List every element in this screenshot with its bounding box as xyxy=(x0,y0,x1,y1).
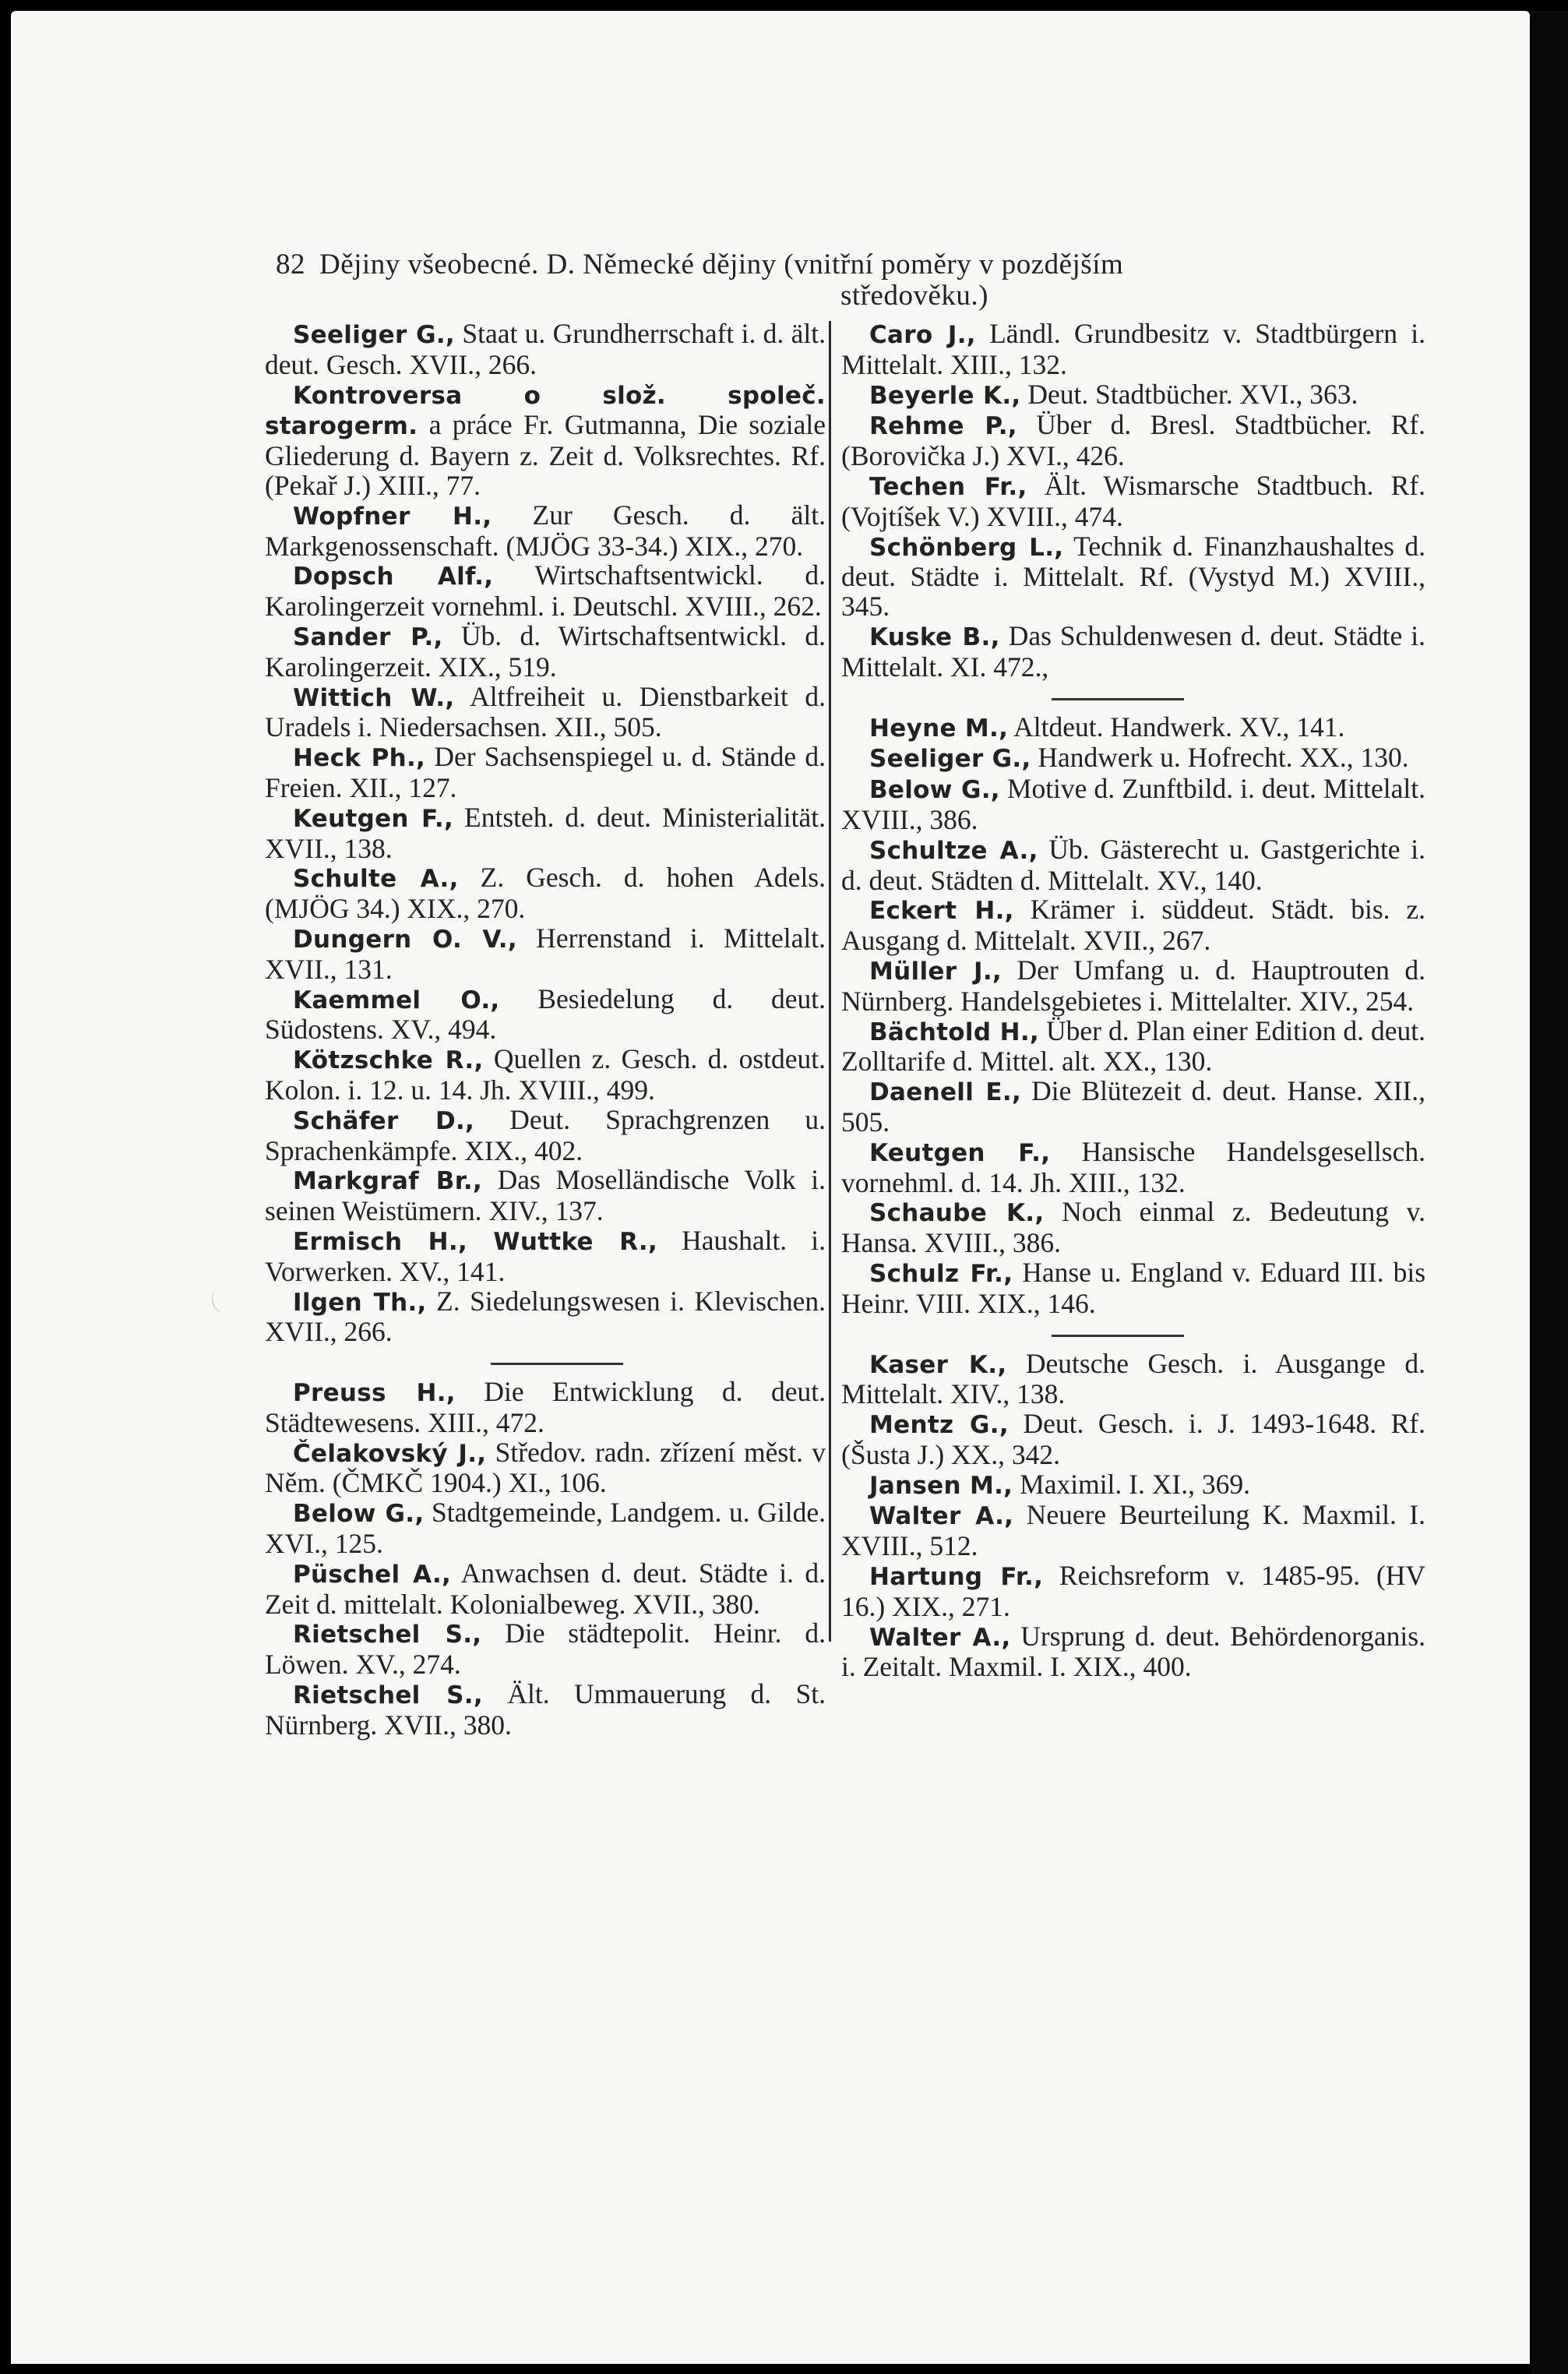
entry-author: Schönberg L., xyxy=(869,533,1064,562)
entry-author: Markgraf Br., xyxy=(293,1167,483,1196)
bibliography-entry xyxy=(265,1680,826,1741)
bibliography-entry xyxy=(265,863,826,924)
bibliography-entry xyxy=(265,1498,826,1559)
entry-text: a práce Fr. Gutmanna, Die soziale Gliederung d. Bayern z. Zeit d. Volksrechtes. Rf. (Pekař J.) XIII., 77. xyxy=(265,409,826,501)
entry-text: Zur Gesch. d. ält. Markgenossenschaft. (MJÖG 33-34.) XIX., 270. xyxy=(265,499,826,562)
bibliography-entry xyxy=(841,1470,1425,1501)
bibliography-entry xyxy=(265,1287,826,1348)
entry-author: Wittich W., xyxy=(293,683,455,712)
entry-text: Die städtepolit. Heinr. d. Löwen. XV., 274. xyxy=(265,1617,826,1681)
bibliography-entry xyxy=(265,1166,826,1226)
entry-text: Hanse u. England v. Eduard III. bis Heinr. VIII. XIX., 146. xyxy=(841,1256,1426,1319)
entry-author: Eckert H., xyxy=(869,897,1014,926)
bibliography-entry xyxy=(265,1103,826,1166)
bibliography-entry xyxy=(265,1559,826,1620)
entry-author: Below G., xyxy=(869,776,1000,805)
bibliography-entry xyxy=(265,1377,826,1438)
entry-author: Püschel A., xyxy=(293,1560,452,1589)
entry-author: Kuske B., xyxy=(869,623,1000,651)
bibliography-entry xyxy=(841,619,1426,683)
entry-text: Üb. d. Wirtschaftsentwickl. d. Karolingerzeit. XIX., 519. xyxy=(265,619,826,683)
bibliography-entry xyxy=(841,1561,1425,1622)
right-column xyxy=(841,319,1425,1682)
section-rule xyxy=(1052,1335,1184,1337)
entry-text: Neuere Beurteilung K. Maxmil. I. XVIII., 512. xyxy=(841,1499,1425,1562)
section-rule xyxy=(1052,698,1184,700)
bibliography-entry xyxy=(841,1077,1425,1138)
entry-author: Rietschel S., xyxy=(293,1621,482,1649)
entry-text: Deutsche Gesch. i. Ausgange d. Mittelalt. XIV., 138. xyxy=(841,1347,1425,1410)
bibliography-entry xyxy=(265,561,826,622)
bibliography-entry xyxy=(841,1258,1425,1319)
entry-author: Schäfer D., xyxy=(293,1106,475,1135)
entry-author: Schulz Fr., xyxy=(869,1259,1013,1288)
bibliography-entry xyxy=(841,713,1425,744)
entry-author: Ermisch H., Wuttke R., xyxy=(293,1227,658,1256)
entry-author: Heyne M., xyxy=(869,714,1009,743)
bibliography-entry xyxy=(841,380,1425,411)
entry-text: Über d. Plan einer Edition d. deut. Zolltarife d. Mittel. alt. XX., 130. xyxy=(841,1014,1425,1078)
entry-author: Ilgen Th., xyxy=(293,1288,427,1317)
entry-author: Mentz G., xyxy=(869,1411,1009,1440)
header-title: Dějiny všeobecné. D. Německé dějiny (vnitřní poměry v pozdějším xyxy=(319,249,1124,280)
entry-text: Krämer i. süddeut. Städt. bis. z. Ausgang d. Mittelalt. XVII., 267. xyxy=(841,894,1425,957)
bibliography-entry xyxy=(841,532,1425,622)
bibliography-entry xyxy=(841,1014,1425,1078)
bibliography-entry xyxy=(265,1226,826,1287)
entry-text: Hansische Handelsgesellsch. vornehml. d. 14. Jh. XIII., 132. xyxy=(841,1135,1425,1198)
entry-text: Z. Siedelungswesen i. Klevischen. XVII., 266. xyxy=(265,1285,826,1348)
bibliography-entry xyxy=(841,1622,1425,1683)
page-header xyxy=(276,249,1436,312)
entry-text: Technik d. Finanzhaushaltes d. deut. Städte i. Mittelalt. Rf. (Vystyd M.) XVIII., 345. xyxy=(841,530,1425,623)
entry-text: Das Mosellӓndische Volk i. seinen Weistümern. XIV., 137. xyxy=(265,1164,826,1227)
entry-author: Keutgen F., xyxy=(869,1138,1051,1167)
entry-text: Stadtgemeinde, Landgem. u. Gilde. XVI., 125. xyxy=(265,1497,826,1560)
bibliography-entry xyxy=(841,956,1425,1017)
entry-text: Deut. Gesch. i. J. 1493-1648. Rf. (Šusta J.) XX., 342. xyxy=(841,1408,1425,1470)
entry-text: Ländl. Grundbesitz v. Stadtbürgern i. Mittelalt. XIII., 132. xyxy=(841,318,1425,380)
entry-author: Techen Fr., xyxy=(869,472,1027,501)
bibliography-entry xyxy=(841,895,1425,956)
entry-author: Seeliger G., xyxy=(869,745,1031,774)
entry-author: Schaube K., xyxy=(869,1199,1045,1228)
bibliography-entry xyxy=(841,774,1425,835)
bibliography-entry xyxy=(265,924,826,985)
entry-author: Walter A., xyxy=(869,1502,1014,1531)
bibliography-entry xyxy=(265,982,826,1046)
bibliography-entry xyxy=(265,803,826,864)
entry-text: Wirtschaftsentwickl. d. Karolingerzeit vornehml. i. Deutschl. XVIII., 262. xyxy=(265,559,826,623)
page-edge-shadow xyxy=(1531,11,1568,2374)
entry-text: Z. Gesch. d. hohen Adels. (MJÖG 34.) XIX., 270. xyxy=(265,862,826,925)
entry-text: Altfreiheit u. Dienstbarkeit d. Uradels i. Niedersachsen. XII., 505. xyxy=(265,680,826,743)
entry-author: Kaemmel O., xyxy=(293,986,500,1014)
entry-author: Seeliger G., xyxy=(293,321,455,349)
bibliography-entry xyxy=(265,380,826,501)
bibliography-entry xyxy=(265,501,826,562)
entry-text: Die Entwicklung d. deut. Städtewesens. XIII., 472. xyxy=(265,1376,826,1438)
entry-author: Beyerle K., xyxy=(869,381,1021,410)
entry-author: Müller J., xyxy=(869,957,1002,986)
entry-text: Anwachsen d. deut. Städte i. d. Zeit d. mittelalt. Kolonialbeweg. XVII., 380. xyxy=(265,1557,826,1620)
column-divider xyxy=(829,321,831,1642)
entry-text: Handwerk u. Hofrecht. XX., 130. xyxy=(1031,742,1409,774)
bibliography-entry xyxy=(265,743,826,803)
entry-author: Jansen M., xyxy=(869,1471,1013,1500)
bibliography-entry xyxy=(265,619,826,683)
bibliography-entry xyxy=(841,1409,1425,1470)
bibliography-entry xyxy=(265,1438,826,1499)
entry-text: Das Schuldenwesen d. deut. Städte i. Mittelalt. XI. 472., xyxy=(841,619,1426,683)
bibliography-entry xyxy=(841,743,1425,774)
section-rule xyxy=(491,1363,623,1365)
entry-author: Preuss H., xyxy=(293,1379,456,1408)
entry-author: Rietschel S., xyxy=(293,1681,483,1710)
entry-text: Haushalt. i. Vorwerken. XV., 141. xyxy=(265,1224,826,1287)
entry-text: Deut. Sprachgrenzen u. Sprachenkämpfe. XIX., 402. xyxy=(265,1103,826,1166)
entry-text: Ursprung d. deut. Behördenorganis. i. Zeitalt. Maxmil. I. XIX., 400. xyxy=(841,1620,1425,1683)
bibliography-entry xyxy=(841,1349,1425,1410)
entry-text: Ält. Wismarsche Stadtbuch. Rf. (Vojtíšek V.) XVIII., 474. xyxy=(841,469,1425,532)
entry-text: Reichsreform v. 1485-95. (HV 16.) XIX., 271. xyxy=(841,1560,1425,1622)
entry-author: Schulte A., xyxy=(293,865,459,894)
entry-text: Středov. radn. zřízení měst. v Něm. (ČMKČ 1904.) XI., 106. xyxy=(265,1436,826,1499)
entry-author: Wopfner H., xyxy=(293,502,492,531)
header-line-2: středověku.) xyxy=(840,280,988,312)
entry-text: Die Blütezeit d. deut. Hanse. XII., 505. xyxy=(841,1075,1425,1138)
entry-text: Quellen z. Gesch. d. ostdeut. Kolon. i. 12. u. 14. Jh. XVIII., 499. xyxy=(265,1043,826,1106)
page-number: 82 xyxy=(276,249,305,280)
bibliography-entry xyxy=(265,1619,826,1680)
entry-author: Dopsch Alf., xyxy=(293,563,494,591)
bibliography-entry xyxy=(841,1198,1425,1258)
entry-text: Ält. Ummauerung d. St. Nürnberg. XVII., 380. xyxy=(265,1678,826,1741)
entry-author: Rehme P., xyxy=(869,412,1017,441)
entry-author: Čelakovský J., xyxy=(293,1439,487,1468)
entry-author: Sander P., xyxy=(293,623,443,651)
entry-text: Über d. Bresl. Stadtbücher. Rf. (Borovička J.) XVI., 426. xyxy=(841,409,1425,472)
entry-text: Üb. Gästerecht u. Gastgerichte i. d. deut. Städten d. Mittelalt. XV., 140. xyxy=(841,833,1425,896)
bibliography-entry xyxy=(841,1135,1425,1198)
entry-text: Maximil. I. XI., 369. xyxy=(1013,1468,1250,1500)
bibliography-entry xyxy=(265,680,826,743)
header-line-1 xyxy=(276,249,1436,280)
entry-text: Staat u. Grundherrschaft i. d. ält. deut. Gesch. XVII., 266. xyxy=(265,318,826,380)
entry-author: Daenell E., xyxy=(869,1078,1022,1107)
entry-text: Herrenstand i. Mittelalt. XVII., 131. xyxy=(265,922,826,985)
entry-author: Keutgen F., xyxy=(293,804,454,833)
bibliography-entry xyxy=(841,319,1425,380)
entry-author: Kontroversa o slož. společ. starogerm. xyxy=(265,381,826,441)
entry-author: Caro J., xyxy=(869,321,976,349)
left-column xyxy=(265,319,826,1741)
entry-text: Deut. Stadtbücher. XVI., 363. xyxy=(1020,378,1358,410)
entry-author: Kötzschke R., xyxy=(293,1046,484,1075)
bibliography-entry xyxy=(265,319,826,380)
bibliography-entry xyxy=(841,471,1425,532)
entry-author: Hartung Fr., xyxy=(869,1563,1044,1592)
entry-text: Noch einmal z. Bedeutung v. Hansa. XVIII., 386. xyxy=(841,1196,1425,1259)
entry-text: Motive d. Zunftbild. i. deut. Mittelalt. XVIII., 386. xyxy=(841,773,1425,835)
entry-author: Kaser K., xyxy=(869,1350,1007,1379)
entry-text: Der Umfang u. d. Hauptrouten d. Nürnberg. Handelsgebietes i. Mittelalter. XIV., 254. xyxy=(841,954,1425,1017)
entry-author: Dungern O. V., xyxy=(293,925,517,954)
entry-author: Schultze A., xyxy=(869,836,1038,865)
entry-author: Bächtold H., xyxy=(869,1018,1039,1046)
bibliography-entry xyxy=(841,1501,1425,1561)
bibliography-entry xyxy=(841,411,1425,471)
entry-text: Altdeut. Handwerk. XV., 141. xyxy=(1008,711,1345,743)
entry-author: Below G., xyxy=(293,1500,425,1529)
bibliography-entry xyxy=(841,835,1425,896)
entry-author: Walter A., xyxy=(869,1623,1011,1652)
bibliography-entry xyxy=(265,1045,826,1106)
entry-text: Besiedelung d. deut. Südostens. XV., 494. xyxy=(265,982,826,1046)
entry-author: Heck Ph., xyxy=(293,744,426,773)
entry-text: Entsteh. d. deut. Ministerialität. XVII., 138. xyxy=(265,801,826,864)
entry-text: Der Sachsenspiegel u. d. Stände d. Freien. XII., 127. xyxy=(265,741,826,803)
